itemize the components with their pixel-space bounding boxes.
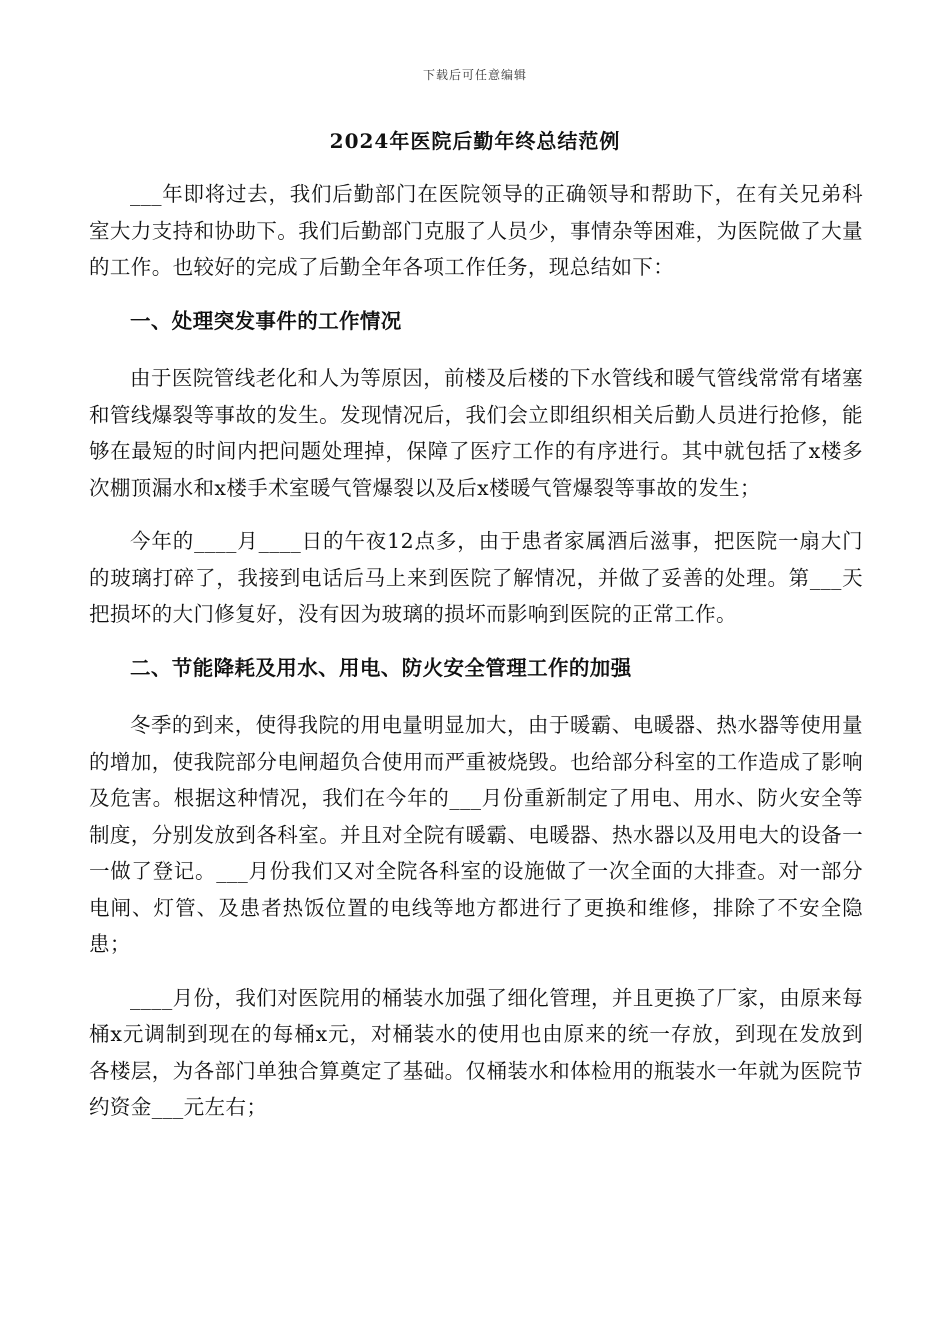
intro-paragraph: ___年即将过去，我们后勤部门在医院领导的正确领导和帮助下，在有关兄弟科室大力支持和协助下。我们后勤部门克服了人员少，事情杂等困难，为医院做了大量的工作。也较好的完成了后勤全年各项工作任务，现总结如下：	[89, 182, 863, 279]
section-heading-2: 二、节能降耗及用水、用电、防火安全管理工作的加强	[130, 655, 632, 680]
document-body	[89, 176, 863, 1126]
section1-paragraph-2: 今年的____月____日的午夜12点多，由于患者家属酒后滋事，把医院一扇大门的玻璃打碎了，我接到电话后马上来到医院了解情况，并做了妥善的处理。第___天把损坏的大门修复好，没有因为玻璃的损坏而影响到医院的正常工作。	[89, 529, 863, 626]
page-header-note: 下载后可任意编辑	[422, 68, 527, 82]
document-title: 2024年医院后勤年终总结范例	[329, 129, 621, 153]
section1-paragraph-1: 由于医院管线老化和人为等原因，前楼及后楼的下水管线和暖气管线常常有堵塞和管线爆裂等事故的发生。发现情况后，我们会立即组织相关后勤人员进行抢修，能够在最短的时间内把问题处理掉，保障了医疗工作的有序进行。其中就包括了x楼多次棚顶漏水和x楼手术室暖气管爆裂以及后x楼暖气管爆裂等事故的发生；	[89, 366, 863, 500]
section2-paragraph-1: 冬季的到来，使得我院的用电量明显加大，由于暖霸、电暖器、热水器等使用量的增加，使我院部分电闸超负合使用而严重被烧毁。也给部分科室的工作造成了影响及危害。根据这种情况，我们在今年的___月份重新制定了用电、用水、防火安全等制度，分别发放到各科室。并且对全院有暖霸、电暖器、热水器以及用电大的设备一一做了登记。___月份我们又对全院各科室的设施做了一次全面的大排查。对一部分电闸、灯管、及患者热饭位置的电线等地方都进行了更换和维修，排除了不安全隐患；	[89, 713, 863, 956]
section-heading-1: 一、处理突发事件的工作情况	[130, 308, 402, 333]
section2-paragraph-2: ____月份，我们对医院用的桶装水加强了细化管理，并且更换了厂家，由原来每桶x元调制到现在的每桶x元，对桶装水的使用也由原来的统一存放，到现在发放到各楼层，为各部门单独合算奠定了基础。仅桶装水和体检用的瓶装水一年就为医院节约资金___元左右；	[89, 985, 863, 1119]
